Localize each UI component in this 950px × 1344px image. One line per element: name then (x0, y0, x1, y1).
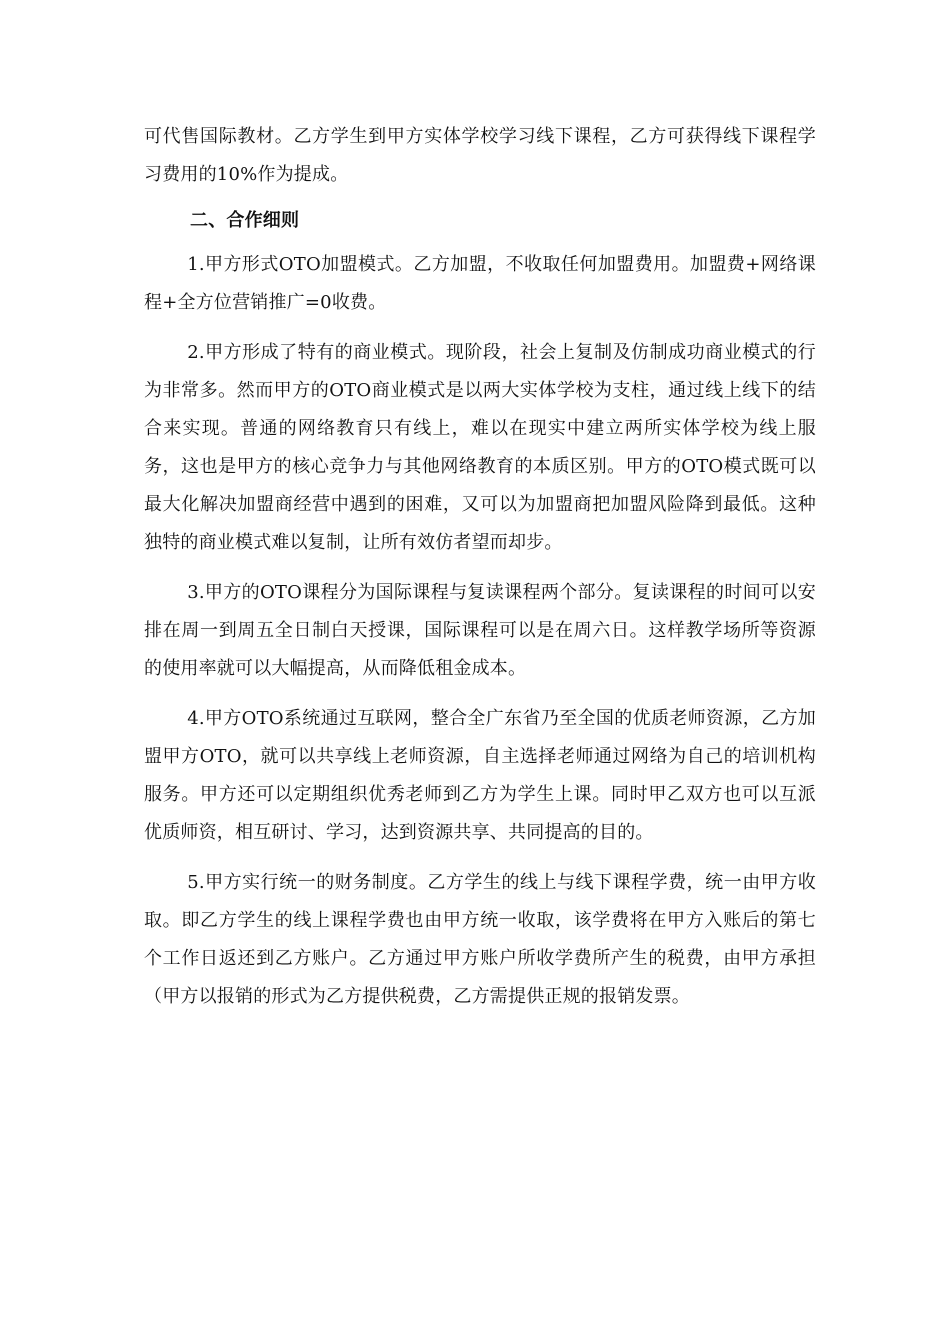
document-body (144, 118, 816, 1016)
paragraph-continued: 可代售国际教材。乙方学生到甲方实体学校学习线下课程，乙方可获得线下课程学习费用的10%作为提成。 (144, 126, 816, 185)
paragraph-1: 1.甲方形式OTO加盟模式。乙方加盟，不收取任何加盟费用。加盟费+网络课程+全方位营销推广=0收费。 (144, 254, 816, 313)
paragraph-4: 4.甲方OTO系统通过互联网，整合全广东省乃至全国的优质老师资源，乙方加盟甲方OTO，就可以共享线上老师资源，自主选择老师通过网络为自己的培训机构服务。甲方还可以定期组织优秀老师到乙方为学生上课。同时甲乙双方也可以互派优质师资，相互研讨、学习，达到资源共享、共同提高的目的。 (144, 708, 816, 843)
paragraph-2: 2.甲方形成了特有的商业模式。现阶段，社会上复制及仿制成功商业模式的行为非常多。然而甲方的OTO商业模式是以两大实体学校为支柱，通过线上线下的结合来实现。普通的网络教育只有线上，难以在现实中建立两所实体学校为线上服务，这也是甲方的核心竞争力与其他网络教育的本质区别。甲方的OTO模式既可以最大化解决加盟商经营中遇到的困难，又可以为加盟商把加盟风险降到最低。这种独特的商业模式难以复制，让所有效仿者望而却步。 (144, 342, 816, 553)
section-heading: 二、合作细则 (190, 210, 300, 231)
paragraph-5: 5.甲方实行统一的财务制度。乙方学生的线上与线下课程学费，统一由甲方收取。即乙方学生的线上课程学费也由甲方统一收取，该学费将在甲方入账后的第七个工作日返还到乙方账户。乙方通过甲方账户所收学费所产生的税费，由甲方承担（甲方以报销的形式为乙方提供税费，乙方需提供正规的报销发票。 (144, 872, 816, 1007)
paragraph-3: 3.甲方的OTO课程分为国际课程与复读课程两个部分。复读课程的时间可以安排在周一到周五全日制白天授课，国际课程可以是在周六日。这样教学场所等资源的使用率就可以大幅提高，从而降低租金成本。 (144, 582, 816, 679)
